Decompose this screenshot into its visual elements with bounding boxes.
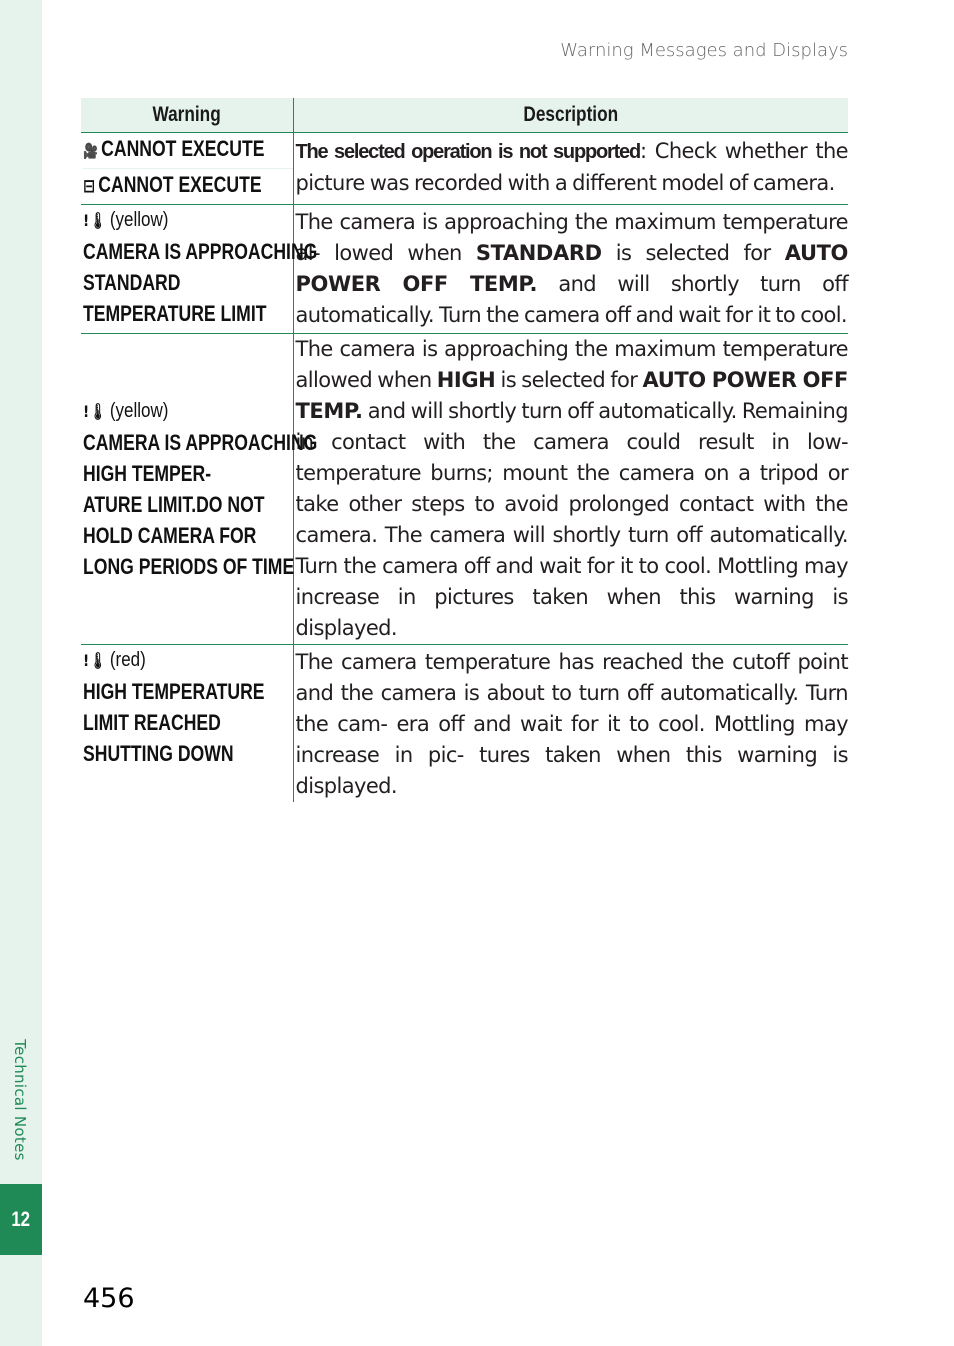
header-description: Description: [293, 98, 848, 133]
temperature-warning-icon: !🌡: [83, 651, 107, 670]
color-note: (red): [109, 649, 146, 671]
description-cell: [293, 645, 848, 803]
warning-line: [83, 133, 293, 169]
warning-text: TEMPERATURE LIMIT: [83, 301, 267, 326]
running-head: Warning Messages and Displays: [560, 40, 848, 61]
chapter-number: 12: [11, 1207, 31, 1231]
description-cell: [293, 133, 848, 205]
warning-cell: [81, 133, 293, 205]
chapter-tab[interactable]: [0, 1184, 42, 1255]
page-number: 456: [83, 1283, 135, 1314]
table-row: [81, 205, 848, 334]
color-note: (yellow): [109, 400, 169, 422]
camera-frame-icon: ⊟: [83, 176, 96, 197]
table-row: [81, 645, 848, 803]
warning-text: CAMERA IS APPROACHING: [83, 239, 318, 264]
warning-line: [83, 169, 293, 204]
warning-text: LONG PERIODS OF TIME: [83, 554, 295, 579]
warning-text: HIGH TEMPER-: [83, 461, 212, 486]
description-cell: The camera is approaching the maximum temperature allowed when HIGH is selected for AUTO POWER OFF TEMP. and will shortly turn off automatically. Remaining in contact with the camera could result in low-temperature burns; mount the camera on a tripod or take other steps to avoid prolonged contact with the camera. The camera will shortly turn off automatically. Turn the camera off and wait for it to cool. Mottling may increase in pictures taken when this warning is displayed.: [293, 334, 848, 645]
description-text: : Check whether the picture was recorded with a different model of camera.: [295, 139, 848, 195]
warning-text: LIMIT REACHED: [83, 710, 221, 735]
description-bold: The selected operation is not supported: [295, 141, 640, 163]
warning-text: STANDARD: [83, 270, 181, 295]
description-text: The camera temperature has reached the cutoff point and the camera is about to turn off automatically. Turn the cam- era off and wait for it to cool. Mottling may increase in pic- tures taken when this warning is displayed.: [295, 650, 848, 798]
warning-text: HOLD CAMERA FOR: [83, 523, 257, 548]
warning-table: [81, 98, 848, 802]
warning-text: CAMERA IS APPROACHING: [83, 430, 318, 455]
header-warning: Warning: [81, 98, 293, 133]
temperature-warning-icon: !🌡: [83, 402, 107, 421]
warning-text: ATURE LIMIT.DO NOT: [83, 492, 265, 517]
warning-text: SHUTTING DOWN: [83, 741, 234, 766]
table-header-row: [81, 98, 848, 133]
description-cell: The camera is approaching the maximum temperature al- lowed when STANDARD is selected for AUTO POWER OFF TEMP. and will shortly turn off automatically. Turn the camera off and wait for it to cool.: [293, 205, 848, 334]
warning-cell: [81, 334, 318, 645]
temperature-warning-icon: !🌡: [83, 211, 107, 230]
color-note: (yellow): [109, 209, 169, 231]
warning-cell: [81, 205, 318, 334]
table-row: [81, 133, 848, 205]
warning-text: HIGH TEMPERATURE: [83, 679, 265, 704]
chapter-side-label: Technical Notes: [11, 1039, 29, 1161]
warning-cell: [81, 645, 293, 803]
warning-text: CANNOT EXECUTE: [101, 136, 265, 161]
table-row: [81, 334, 848, 645]
video-camera-icon: 🎥: [83, 142, 98, 160]
warning-text: CANNOT EXECUTE: [98, 172, 262, 197]
